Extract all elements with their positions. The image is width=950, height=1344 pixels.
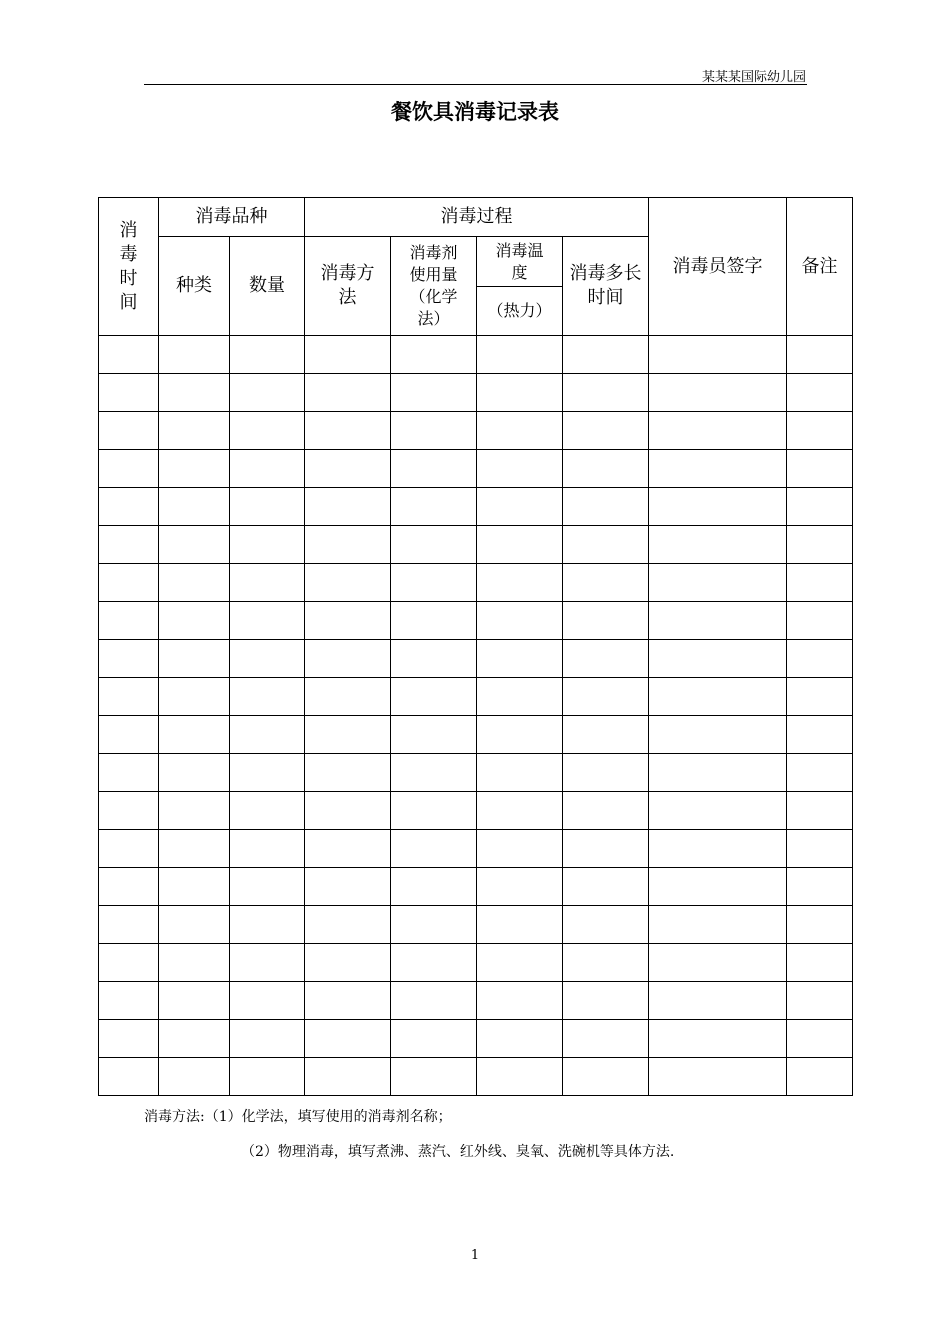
table-cell: [477, 374, 563, 412]
table-cell: [391, 640, 477, 678]
header-kind: 种类: [159, 237, 230, 336]
table-cell: [305, 602, 391, 640]
table-cell: [477, 678, 563, 716]
table-cell: [649, 944, 787, 982]
table-cell: [563, 336, 649, 374]
table-cell: [649, 716, 787, 754]
table-row: [99, 678, 853, 716]
table-cell: [477, 488, 563, 526]
table-cell: [99, 526, 159, 564]
table-cell: [305, 906, 391, 944]
table-cell: [305, 450, 391, 488]
table-cell: [391, 982, 477, 1020]
table-cell: [477, 640, 563, 678]
table-cell: [477, 792, 563, 830]
table-cell: [99, 982, 159, 1020]
header-duration: 消毒多长时间: [563, 237, 649, 336]
table-cell: [391, 944, 477, 982]
table-cell: [391, 450, 477, 488]
header-quantity: 数量: [230, 237, 305, 336]
table-cell: [477, 564, 563, 602]
table-cell: [99, 678, 159, 716]
table-cell: [649, 830, 787, 868]
table-cell: [649, 602, 787, 640]
table-cell: [787, 944, 853, 982]
table-cell: [649, 336, 787, 374]
table-cell: [477, 1020, 563, 1058]
table-cell: [230, 1058, 305, 1096]
table-cell: [159, 488, 230, 526]
table-cell: [230, 374, 305, 412]
table-cell: [99, 716, 159, 754]
table-cell: [787, 982, 853, 1020]
table-cell: [563, 678, 649, 716]
table-body: [99, 336, 853, 1096]
table-cell: [159, 830, 230, 868]
table-cell: [305, 526, 391, 564]
table-cell: [649, 488, 787, 526]
table-cell: [787, 678, 853, 716]
table-cell: [391, 1058, 477, 1096]
table-cell: [159, 1058, 230, 1096]
table-cell: [159, 944, 230, 982]
table-cell: [563, 906, 649, 944]
table-row: [99, 830, 853, 868]
table-cell: [230, 336, 305, 374]
table-cell: [159, 602, 230, 640]
table-cell: [649, 906, 787, 944]
table-cell: [159, 754, 230, 792]
table-row: [99, 412, 853, 450]
table-cell: [305, 374, 391, 412]
table-cell: [477, 450, 563, 488]
table-cell: [159, 450, 230, 488]
table-cell: [649, 868, 787, 906]
table-row: [99, 906, 853, 944]
table-cell: [230, 868, 305, 906]
table-cell: [230, 450, 305, 488]
table-cell: [99, 1020, 159, 1058]
table-cell: [305, 982, 391, 1020]
table-cell: [99, 488, 159, 526]
table-cell: [563, 1058, 649, 1096]
table-row: [99, 374, 853, 412]
table-cell: [787, 374, 853, 412]
table-row: [99, 336, 853, 374]
table-cell: [563, 1020, 649, 1058]
table-cell: [391, 678, 477, 716]
table-cell: [159, 1020, 230, 1058]
table-cell: [649, 982, 787, 1020]
table-cell: [787, 488, 853, 526]
table-cell: [99, 1058, 159, 1096]
table-cell: [391, 868, 477, 906]
table-cell: [159, 640, 230, 678]
table-cell: [99, 830, 159, 868]
table-cell: [477, 412, 563, 450]
table-cell: [230, 412, 305, 450]
table-cell: [477, 526, 563, 564]
table-cell: [477, 868, 563, 906]
header-remarks: 备注: [787, 198, 853, 336]
table-row: [99, 564, 853, 602]
table-row: [99, 982, 853, 1020]
table-cell: [649, 1020, 787, 1058]
table-cell: [391, 336, 477, 374]
table-cell: [305, 412, 391, 450]
table-cell: [305, 944, 391, 982]
table-cell: [305, 792, 391, 830]
table-cell: [230, 1020, 305, 1058]
table-cell: [649, 1058, 787, 1096]
table-cell: [99, 336, 159, 374]
table-cell: [563, 716, 649, 754]
table-cell: [305, 830, 391, 868]
table-cell: [649, 412, 787, 450]
table-cell: [159, 336, 230, 374]
table-cell: [787, 602, 853, 640]
page-number: 1: [470, 1248, 480, 1263]
table-cell: [649, 374, 787, 412]
table-cell: [477, 982, 563, 1020]
table-cell: [230, 602, 305, 640]
table-cell: [787, 830, 853, 868]
table-cell: [649, 564, 787, 602]
table-cell: [787, 564, 853, 602]
table-cell: [477, 1058, 563, 1096]
table-cell: [99, 412, 159, 450]
table-cell: [305, 1058, 391, 1096]
table-cell: [230, 906, 305, 944]
table-cell: [477, 830, 563, 868]
table-cell: [305, 564, 391, 602]
header-organization: 某某某国际幼儿园: [701, 70, 806, 85]
table-cell: [563, 412, 649, 450]
table-cell: [99, 906, 159, 944]
table-cell: [787, 754, 853, 792]
page-title: 餐饮具消毒记录表: [391, 99, 559, 124]
table-row: [99, 526, 853, 564]
table-cell: [787, 1058, 853, 1096]
table-cell: [230, 716, 305, 754]
table-cell: [159, 526, 230, 564]
table-cell: [563, 982, 649, 1020]
note-chemical-method: 消毒方法:（1）化学法，填写使用的消毒剂名称；: [144, 1109, 452, 1125]
table-cell: [99, 602, 159, 640]
table-cell: [563, 792, 649, 830]
disinfection-record-table: [98, 197, 853, 1096]
table-cell: [159, 716, 230, 754]
header-rule: [144, 84, 807, 85]
table-cell: [391, 602, 477, 640]
table-cell: [230, 830, 305, 868]
table-cell: [563, 640, 649, 678]
table-cell: [563, 602, 649, 640]
table-cell: [230, 564, 305, 602]
table-cell: [99, 792, 159, 830]
table-cell: [99, 754, 159, 792]
header-method: 消毒方法: [305, 237, 391, 336]
table-row: [99, 1020, 853, 1058]
table-cell: [159, 564, 230, 602]
table-cell: [649, 678, 787, 716]
table-cell: [99, 944, 159, 982]
table-cell: [391, 1020, 477, 1058]
table-cell: [563, 526, 649, 564]
table-cell: [230, 640, 305, 678]
table-cell: [477, 716, 563, 754]
table-row: [99, 792, 853, 830]
table-cell: [787, 526, 853, 564]
table-cell: [649, 640, 787, 678]
note-physical-method: （2）物理消毒，填写煮沸、蒸汽、红外线、臭氧、洗碗机等具体方法.: [241, 1144, 675, 1160]
table-cell: [391, 754, 477, 792]
table-cell: [159, 868, 230, 906]
table-cell: [477, 336, 563, 374]
table-row: [99, 754, 853, 792]
table-cell: [159, 412, 230, 450]
table-cell: [159, 982, 230, 1020]
table-cell: [391, 792, 477, 830]
table-row: [99, 868, 853, 906]
table-cell: [477, 906, 563, 944]
table-cell: [787, 450, 853, 488]
table-cell: [99, 868, 159, 906]
table-cell: [563, 868, 649, 906]
header-temperature: 消毒温度: [477, 237, 563, 287]
table-cell: [305, 868, 391, 906]
header-variety-group: 消毒品种: [159, 198, 305, 237]
table-cell: [649, 526, 787, 564]
table-cell: [230, 526, 305, 564]
table-cell: [391, 488, 477, 526]
table-row: [99, 716, 853, 754]
table-cell: [787, 412, 853, 450]
header-time: 消毒时间: [99, 198, 159, 336]
table-cell: [477, 944, 563, 982]
table-cell: [230, 792, 305, 830]
table-cell: [787, 868, 853, 906]
table-cell: [563, 754, 649, 792]
table-cell: [159, 374, 230, 412]
table-cell: [305, 640, 391, 678]
table-row: [99, 488, 853, 526]
table-cell: [159, 678, 230, 716]
table-row: [99, 944, 853, 982]
table-cell: [305, 336, 391, 374]
table-cell: [391, 412, 477, 450]
table-cell: [230, 982, 305, 1020]
table-row: [99, 602, 853, 640]
table-cell: [649, 754, 787, 792]
table-cell: [787, 1020, 853, 1058]
table-cell: [230, 944, 305, 982]
table-cell: [305, 488, 391, 526]
table-cell: [305, 716, 391, 754]
table-cell: [391, 564, 477, 602]
table-cell: [563, 944, 649, 982]
table-cell: [477, 602, 563, 640]
table-cell: [563, 488, 649, 526]
table-cell: [477, 754, 563, 792]
table-cell: [563, 374, 649, 412]
table-cell: [159, 906, 230, 944]
header-dosage: [391, 237, 477, 336]
table-cell: [99, 640, 159, 678]
table-cell: [230, 488, 305, 526]
table-cell: [563, 450, 649, 488]
table-cell: [99, 374, 159, 412]
table-cell: [787, 792, 853, 830]
table-cell: [391, 830, 477, 868]
table-cell: [391, 906, 477, 944]
table-cell: [391, 526, 477, 564]
table-cell: [305, 1020, 391, 1058]
table-cell: [563, 830, 649, 868]
table-cell: [99, 450, 159, 488]
header-dosage-note: （化学法）: [409, 287, 458, 328]
header-signature: 消毒员签字: [649, 198, 787, 336]
table-cell: [305, 678, 391, 716]
header-dosage-label: 消毒剂使用量: [409, 243, 458, 284]
table-cell: [649, 792, 787, 830]
table-cell: [230, 754, 305, 792]
table-cell: [787, 906, 853, 944]
table-cell: [391, 374, 477, 412]
header-process-group: 消毒过程: [305, 198, 649, 237]
table-cell: [787, 336, 853, 374]
table-cell: [563, 564, 649, 602]
table-cell: [99, 564, 159, 602]
header-temperature-note: （热力）: [477, 287, 563, 336]
table-row: [99, 1058, 853, 1096]
table-row: [99, 450, 853, 488]
table-cell: [649, 450, 787, 488]
table-row: [99, 640, 853, 678]
table-cell: [391, 716, 477, 754]
table-cell: [159, 792, 230, 830]
table-cell: [305, 754, 391, 792]
table-cell: [787, 716, 853, 754]
table-cell: [230, 678, 305, 716]
table-cell: [787, 640, 853, 678]
